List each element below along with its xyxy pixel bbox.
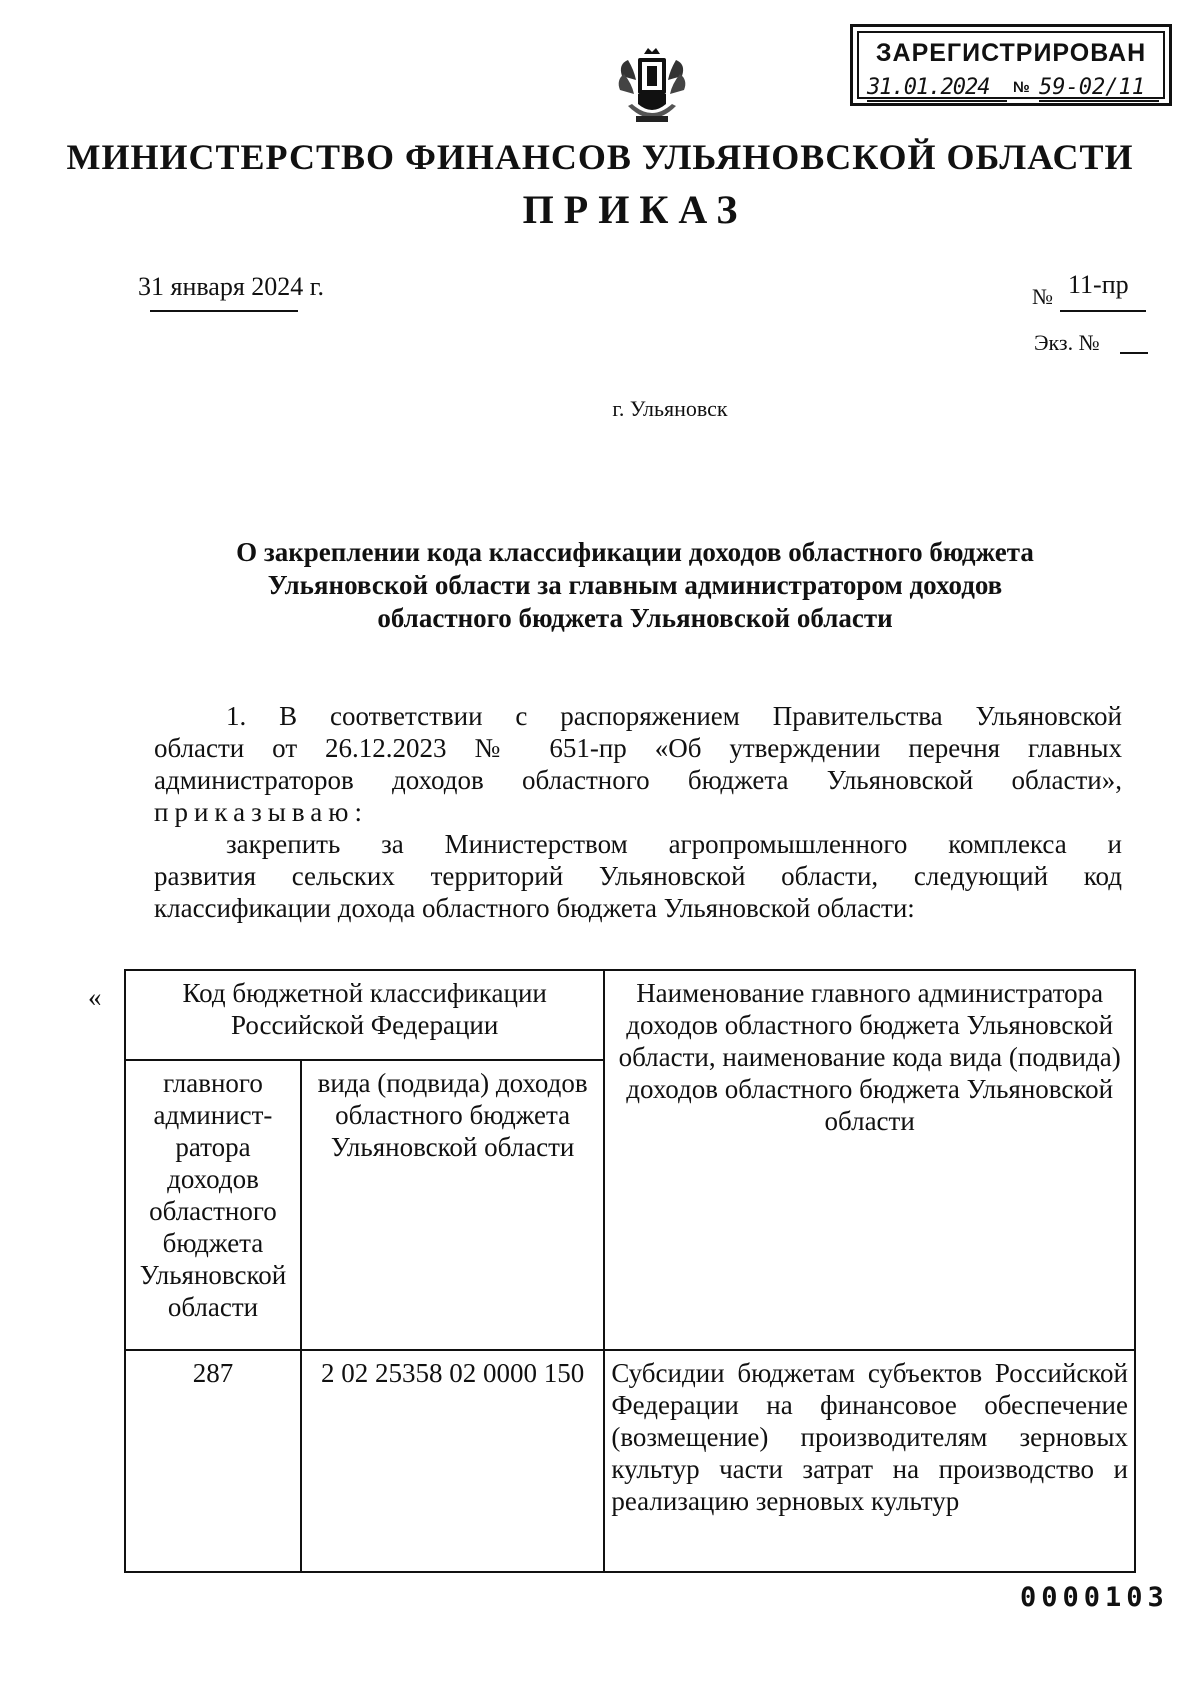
header-name: Наименование главного администратора доходов областного бюджета Ульяновской области, наименование кода вида (подвида) доходов областного бюджета Ульяновской области <box>604 970 1135 1350</box>
number-underline <box>1060 310 1146 312</box>
stamp-no-label: № <box>1013 79 1030 96</box>
header-code-group: Код бюджетной классификации Российской Федерации <box>125 970 604 1060</box>
number-sign: № <box>1032 284 1053 309</box>
page-number: 0000103 <box>1020 1582 1169 1613</box>
body-line: области от 26.12.2023 № 651-пр «Об утверждении перечня главных <box>154 733 1122 763</box>
date-underline <box>150 310 298 312</box>
order-word: приказываю: <box>154 797 368 827</box>
subject-line: О закреплении кода классификации доходов областного бюджета <box>236 537 1034 567</box>
stamp-number: 59-02/11 <box>1039 75 1159 102</box>
body-line: 1. В соответствии с распоряжением Правительства Ульяновской <box>226 701 1122 731</box>
body-line: развития сельских территорий Ульяновской области, следующий код <box>154 861 1122 891</box>
header-admin-code: главного админист-ратора доходов областного бюджета Ульяновской области <box>125 1060 301 1350</box>
subject-line: Ульяновской области за главным администратором доходов <box>267 570 1003 600</box>
cell-income-name: Субсидии бюджетам субъектов Российской Федерации на финансовое обеспечение (возмещение) производителям зерновых культур части затрат на производство и реализацию зерновых культур <box>604 1350 1135 1572</box>
order-date: 31 января 2024 г. <box>138 272 325 301</box>
coat-of-arms-emblem-icon <box>614 46 690 130</box>
copy-number-label: Экз. № <box>1034 330 1100 355</box>
body-line: классификации дохода областного бюджета Ульяновской области: <box>154 893 915 923</box>
copy-number-underline <box>1120 352 1148 354</box>
classification-table <box>124 969 1136 1573</box>
body-line: администраторов доходов областного бюджета Ульяновской области», <box>154 765 1122 795</box>
header-income-code: вида (подвида) доходов областного бюджета Ульяновской области <box>301 1060 604 1350</box>
order-number: 11-пр <box>1068 270 1129 299</box>
stamp-title: ЗАРЕГИСТРИРОВАН <box>875 39 1147 67</box>
opening-quote-mark: « <box>88 982 102 1012</box>
subject-line: областного бюджета Ульяновской области <box>377 603 893 633</box>
document-type-title: ПРИКАЗ <box>522 187 748 232</box>
body-line: закрепить за Министерством агропромышленного комплекса и <box>226 829 1122 859</box>
order-body <box>154 700 1122 924</box>
order-subject <box>0 536 1200 635</box>
table-row <box>125 1350 1135 1572</box>
cell-income-code: 2 02 25358 02 0000 150 <box>301 1350 604 1572</box>
registration-stamp <box>850 24 1172 106</box>
city: г. Ульяновск <box>612 396 728 421</box>
stamp-date: 31.01.2024 <box>867 75 1007 102</box>
cell-admin-code: 287 <box>125 1350 301 1572</box>
ministry-name: МИНИСТЕРСТВО ФИНАНСОВ УЛЬЯНОВСКОЙ ОБЛАСТИ <box>66 137 1134 177</box>
